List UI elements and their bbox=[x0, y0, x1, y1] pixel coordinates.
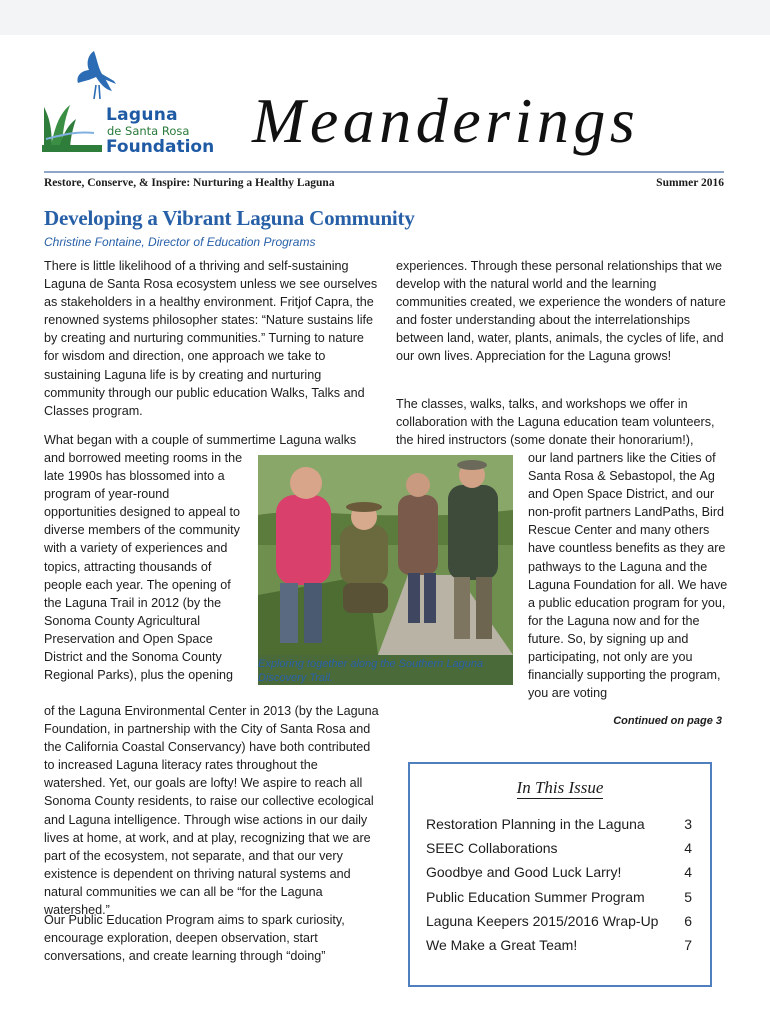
logo-wordmark bbox=[106, 106, 214, 156]
header-divider bbox=[44, 171, 724, 173]
toc-item-label: Restoration Planning in the Laguna bbox=[426, 816, 645, 832]
newsletter-page bbox=[0, 35, 770, 1024]
tagline: Restore, Conserve, & Inspire: Nurturing a Healthy Laguna bbox=[44, 177, 335, 189]
toc-item-page: 4 bbox=[684, 840, 692, 857]
in-this-issue-box bbox=[408, 762, 712, 987]
article-headline: Developing a Vibrant Laguna Community bbox=[44, 206, 415, 230]
toc-item-label: We Make a Great Team! bbox=[426, 936, 578, 953]
article-paragraph-2-intro: What began with a couple of summertime Laguna walks bbox=[44, 433, 357, 447]
logo-line-santa-rosa: de Santa Rosa bbox=[107, 124, 190, 138]
toc-item[interactable] bbox=[426, 885, 692, 909]
toc-item[interactable] bbox=[426, 812, 692, 836]
in-this-issue-heading bbox=[410, 778, 710, 798]
toc-item-label: Public Education Summer Program bbox=[426, 888, 645, 905]
toc-item[interactable] bbox=[426, 836, 692, 860]
article-paragraph-5-wrap: our land partners like the Cities of Santa Rosa & Sebastopol, the Ag and Open Space District, and our non-profit partners LandPaths, Bird Rescue Center and many others have countless benefits as they are pathways to the Laguna and the Laguna Foundation for all. We have a public education program for you, for the Laguna now and for the future. So, by signing up and participating, not only are you financially supporting the program, you are voting bbox=[528, 451, 728, 701]
group-on-trail-image bbox=[258, 455, 513, 655]
newsletter-masthead: Meanderings bbox=[252, 85, 640, 156]
toc-item-page: 6 bbox=[684, 912, 692, 929]
article-paragraph-2-wrap: and borrowed meeting rooms in the late 1990s has blossomed into a program of year-round opportunities designed to appeal to diverse members of the community with a variety of experiences and topics, attracting thousands of people each year. The opening of the Laguna Trail in 2012 (by the Sonoma County Agricultural Preservation and Open Space District and the Sonoma County Regional Parks), plus the opening bbox=[44, 451, 243, 683]
toc-item[interactable] bbox=[426, 909, 692, 933]
foundation-logo bbox=[42, 47, 232, 157]
toc-item[interactable] bbox=[426, 860, 692, 884]
toc-item-page: 7 bbox=[684, 936, 692, 953]
toc-list bbox=[426, 812, 692, 957]
toc-item-label: SEEC Collaborations bbox=[426, 840, 558, 857]
article-paragraph-5-intro: The classes, walks, talks, and workshops we offer in collaboration with the Laguna education team volunteers, the hired instructors (some donate their honorarium!), bbox=[396, 397, 715, 448]
toc-item-label: Goodbye and Good Luck Larry! bbox=[426, 864, 622, 881]
article-paragraph-3: Our Public Education Program aims to spark curiosity, encourage exploration, deepen observation, start conversations, and create learning through “doing” bbox=[44, 913, 345, 964]
photo-caption: Exploring together along the Southern Laguna Discovery Trail. bbox=[258, 658, 484, 684]
logo-line-foundation: Foundation bbox=[106, 137, 215, 157]
toc-item[interactable] bbox=[426, 933, 692, 957]
issue-date: Summer 2016 bbox=[656, 177, 724, 189]
toc-item-page: 5 bbox=[684, 888, 692, 905]
article-paragraph-2-continued: of the Laguna Environmental Center in 2013 (by the Laguna Foundation, in partnership with the City of Santa Rosa and the California Coastal Conservancy) have both contributed to increased Laguna literacy rates throughout the watershed. Yet, our goals are lofty! We aspire to reach all Sonoma County residents, to raise our collective ecological and Laguna intelligence. Through wise actions in our daily lives at home, at work, and at play, recognizing that we are part of the ecosystem, not separate, and that our very existence is dependent on thriving natural systems and natural communities we can all be “for the Laguna watershed.” bbox=[44, 704, 379, 918]
toc-item-page: 4 bbox=[684, 864, 692, 881]
logo-line-laguna: Laguna bbox=[106, 105, 178, 125]
article-byline: Christine Fontaine, Director of Education Programs bbox=[44, 235, 316, 249]
trail-photo bbox=[258, 455, 513, 685]
continued-link[interactable]: Continued on page 3 bbox=[613, 715, 722, 727]
toc-item-label: Laguna Keepers 2015/2016 Wrap-Up bbox=[426, 912, 659, 929]
in-this-issue-title: In This Issue bbox=[516, 778, 604, 797]
article-paragraph-1: There is little likelihood of a thriving and self-sustaining Laguna de Santa Rosa ecosystem unless we see ourselves as stakeholders in a healthy environment. Fritjof Capra, the renowned systems philosopher states: “Nature sustains life by creating and nurturing communities.” Turning to nature for wisdom and direction, one approach we take to sustaining Laguna life is by creating and nurturing community through our public education Walks, Talks and Classes program. bbox=[44, 259, 378, 418]
toc-item-page: 3 bbox=[684, 816, 692, 832]
article-paragraph-4: experiences. Through these personal relationships that we develop with the natural world and the learning communities created, we experience the wonders of nature and foster understanding about the interrelationships between land, water, plants, animals, the cycles of life, and our own lives. Appreciation for the Laguna grows! bbox=[396, 259, 726, 364]
